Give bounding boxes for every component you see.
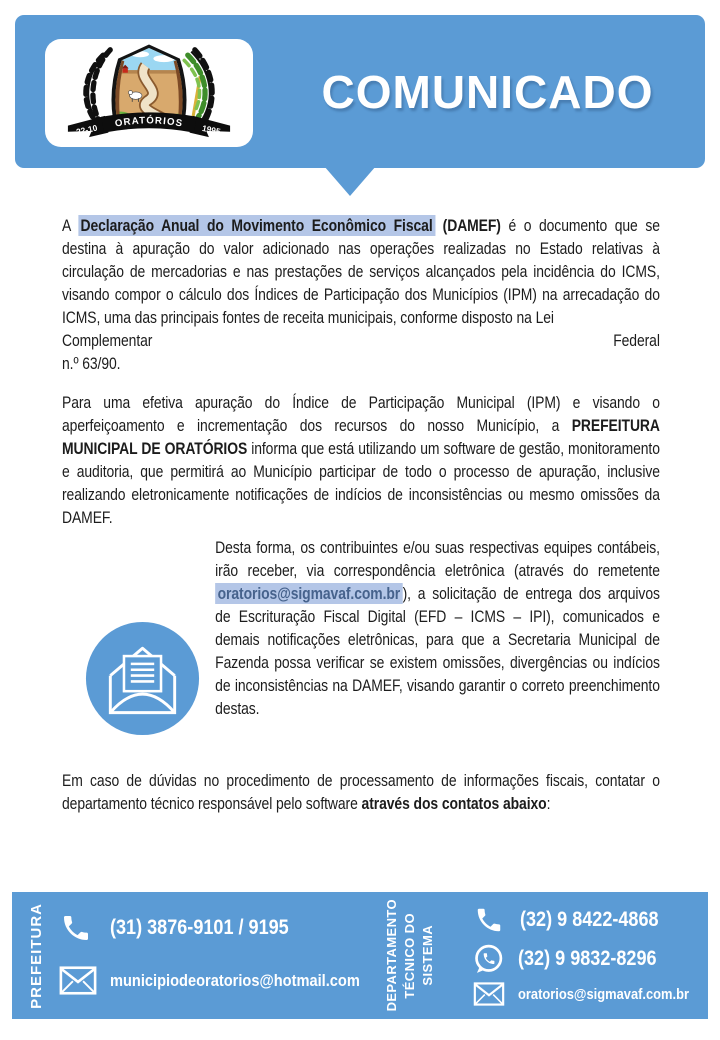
municipal-crest-logo [51, 41, 247, 145]
crest-name: ORATÓRIOS [114, 115, 184, 130]
support-email-row [473, 982, 717, 1006]
p1-lead: A [62, 216, 79, 235]
p4-tail: : [546, 794, 551, 813]
paragraph-damef-definition [62, 214, 660, 329]
p1-split-right: Federal [613, 331, 660, 350]
damef-highlight: Declaração Anual do Movimento Econômico Fiscal [78, 215, 435, 236]
p1-justified-line [62, 329, 660, 352]
header-banner [15, 15, 705, 168]
p1-text: é o documento que se destina à apuração do valor adicionado nas operações realizadas no Estado relativas à circulação de mercadorias e nas prestações de serviços alcançados pela incidência do ICMS, visando compor o cálculo dos Índices de Participação dos Municípios (IPM) na arrecadação do ICMS, uma das principais fontes de receita municipais, conforme disposto na Lei [62, 216, 660, 327]
prefeitura-phone-number: (31) 3876-9101 / 9195 [110, 916, 289, 939]
support-whatsapp-number: (32) 9 9832-8296 [518, 947, 657, 970]
coffee-branch-icon [86, 50, 110, 122]
p1-law-number: n.º 63/90. [62, 354, 121, 373]
prefeitura-label [28, 892, 45, 1019]
whatsapp-icon [471, 942, 505, 976]
p3-tail: ), a solicitação de entrega dos arquivos de Escrituração Fiscal Digital (EFD – ICMS – IPI), comunicados e demais notificações eletrônicas, para que a Secretaria Municipal de Fazenda possa verificar se existem omissões, divergências ou indícios de inconsistências na DAMEF, visando garantir o correto preenchimento destas. [215, 584, 660, 718]
page-title: COMUNICADO [321, 65, 654, 118]
p1-split-left: Complementar [62, 331, 153, 350]
dept-line-1: DEPARTAMENTO [384, 899, 399, 1012]
crest-state: · MG · [142, 128, 156, 134]
p3-lead: Desta forma, os contribuintes e/ou suas respectivas equipes contábeis, irão receber, via correspondência eletrônica (através do remetente [215, 538, 660, 580]
crest-date: 22-10 [75, 122, 99, 137]
support-phone-number: (32) 9 8422-4868 [520, 908, 659, 931]
phone-icon [60, 912, 92, 944]
open-envelope-icon [84, 620, 201, 737]
dept-line-3: SISTEMA [420, 925, 435, 986]
envelope-icon [59, 966, 97, 995]
prefeitura-name: PREFEITURA MUNICIPAL DE ORATÓRIOS [62, 416, 660, 458]
p4-lead: Em caso de dúvidas no procedimento de processamento de informações fiscais, contatar o departamento técnico responsável pelo software [62, 771, 660, 813]
dept-line-2: TÉCNICO DO [402, 912, 417, 999]
support-phone-row [474, 905, 681, 935]
department-label [384, 892, 435, 1019]
paragraph-prefeitura-software [62, 391, 660, 529]
envelope-icon [473, 982, 505, 1006]
prefeitura-email-address: municipiodeoratorios@hotmail.com [110, 970, 360, 990]
support-whatsapp-row [471, 942, 679, 976]
contact-footer [12, 892, 708, 1019]
p2-tail: informa que está utilizando um software de gestão, monitoramento e auditoria, que permitirá ao Município participar de todo o processo de apuração, inclusive realizando eletronicamente notificações de indícios de inconsistências ou mesmo omissões da DAMEF. [62, 439, 660, 527]
sugarcane-icon [184, 50, 212, 121]
crest-year: 1995 [201, 122, 222, 137]
p2-lead: Para uma efetiva apuração do Índice de Participação Municipal (IPM) e visando o aperfeiçoamento e incrementação dos recursos do nosso Município, a [62, 393, 660, 435]
paragraph-contact-info [62, 769, 660, 815]
prefeitura-email-row [59, 966, 401, 995]
p4-bold: através dos contatos abaixo [361, 794, 547, 813]
support-email-address: oratorios@sigmavaf.com.br [518, 985, 690, 1003]
prefeitura-phone-row [60, 912, 318, 944]
damef-abbr: (DAMEF) [435, 216, 501, 235]
prefeitura-vertical-text: PREFEITURA [28, 902, 45, 1009]
banner-pointer [324, 166, 376, 196]
phone-icon [474, 905, 504, 935]
sender-email-highlight: oratorios@sigmavaf.com.br [215, 583, 402, 604]
logo-card [45, 39, 253, 147]
